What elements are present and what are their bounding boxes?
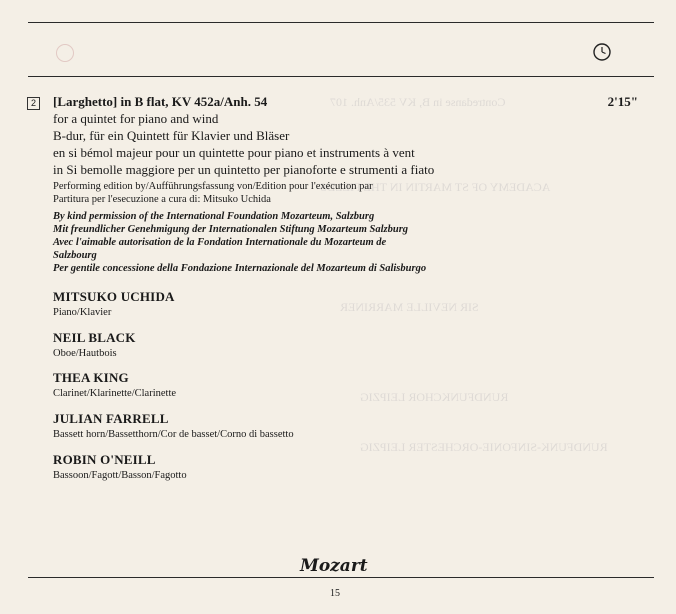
clock-icon: [592, 42, 612, 62]
footer-rule: [28, 577, 654, 578]
performer-instrument: Clarinet/Klarinette/Clarinette: [53, 388, 177, 399]
mozart-signature: Mozart: [300, 556, 368, 576]
permission-line: Mit freundlicher Genehmigung der Internationalen Stiftung Mozarteum Salzburg: [53, 224, 409, 235]
edition-line: Partitura per l'esecuzione a cura di: Mitsuko Uchida: [53, 194, 271, 205]
permission-line: Salzbourg: [53, 250, 97, 261]
performer-name: MITSUKO UCHIDA: [53, 289, 175, 304]
performer-instrument: Piano/Klavier: [53, 307, 112, 318]
performer-name: NEIL BLACK: [53, 330, 136, 345]
permission-line: Per gentile concessione della Fondazione Internazionale del Mozarteum di Salisburgo: [53, 263, 427, 274]
permission-line: By kind permission of the International Foundation Mozarteum, Salzburg: [53, 211, 375, 222]
description-line: in Si bemolle maggiore per un quintetto per pianoforte e strumenti a fiato: [53, 162, 435, 177]
header-rule: [28, 76, 654, 77]
performer-name: THEA KING: [53, 370, 129, 385]
performer-instrument: Oboe/Hautbois: [53, 348, 117, 359]
track-number: 2: [27, 97, 40, 110]
track-duration: 2'15": [607, 94, 638, 109]
performer-name: JULIAN FARRELL: [53, 411, 169, 426]
description-line: for a quintet for piano and wind: [53, 111, 219, 126]
page-number: 15: [330, 588, 340, 599]
edition-line: Performing edition by/Aufführungsfassung von/Edition pour l'exécution par: [53, 181, 373, 192]
track-title: [Larghetto] in B flat, KV 452a/Anh. 54: [53, 94, 268, 109]
performer-instrument: Bassett horn/Bassetthorn/Cor de basset/Corno di bassetto: [53, 429, 294, 440]
description-line: en si bémol majeur pour un quintette pour piano et instruments à vent: [53, 145, 415, 160]
permission-line: Avec l'aimable autorisation de la Fondation Internationale du Mozarteum de: [53, 237, 387, 248]
top-rule: [28, 22, 654, 23]
performer-name: ROBIN O'NEILL: [53, 452, 156, 467]
performer-instrument: Bassoon/Fagott/Basson/Fagotto: [53, 470, 187, 481]
clock-icon-ghost: [56, 44, 74, 62]
description-line: B-dur, für ein Quintett für Klavier und Bläser: [53, 128, 290, 143]
